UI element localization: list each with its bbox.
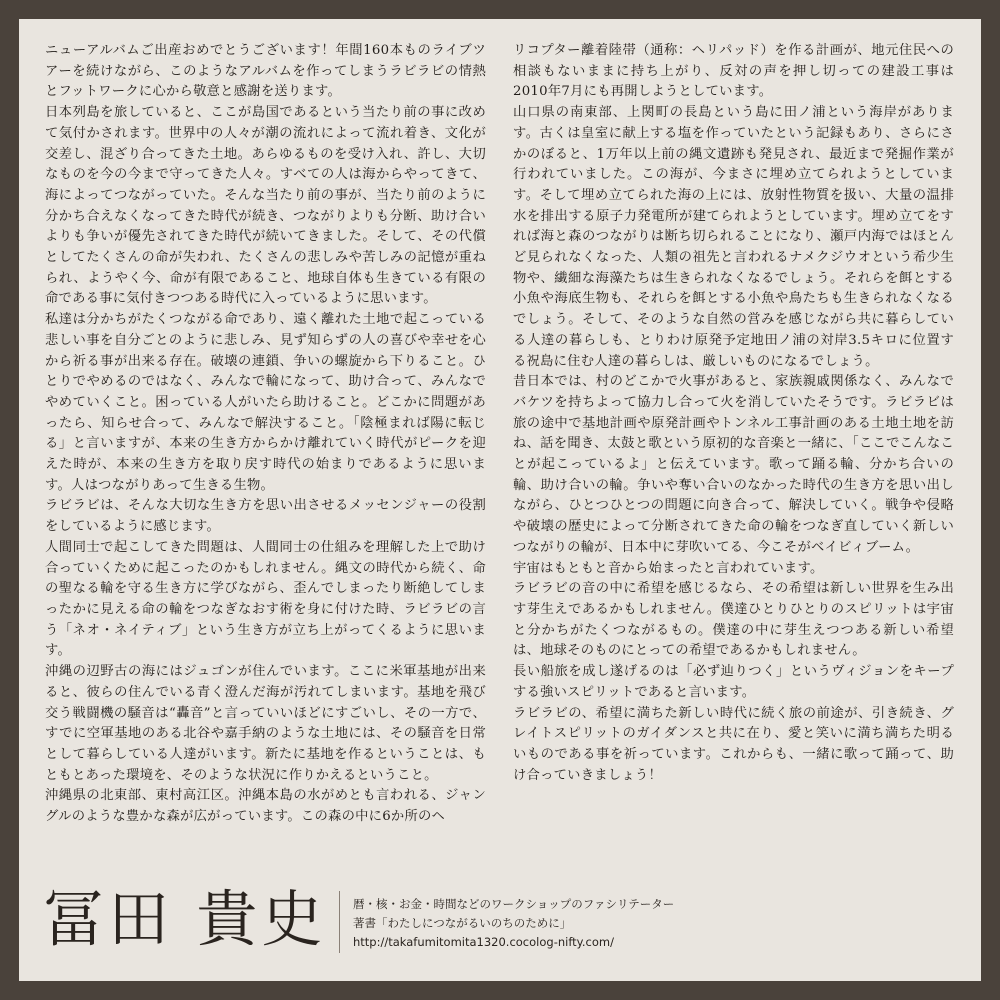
paragraph: 日本列島を旅していると、ここが島国であるという当たり前の事に改めて気付かされます。世界中の人々が潮の流れによって流れ着き、文化が交差し、混ざり合ってきた土地。あらゆるものを受け入れ、許し、大切なものを今の今まで守ってきた人々。すべての人は海からやってきて、海によってつながっていた。そんな当たり前の事が、当たり前のように分かち合えなくなってきた時代が続き、つながりよりも分断、助け合いよりも争いが優先されてきた時代が続いてきました。そして、その代償としてたくさんの命が失われ、たくさんの悲しみや苦しみの記憶が重ねられ、ようやく今、命が有限であること、地球自体も生きている有限の命である事に気付きつつある時代に入っているように思います。	[45, 105, 486, 307]
paragraph: ラビラビの、希望に満ちた新しい時代に続く旅の前途が、引き続き、グレイトスピリットのガイダンスと共に在り、愛と笑いに満ち満ちた明るいものである事を祈っています。これからも、一緒に歌って踊って、助け合っていきましょう！	[513, 705, 954, 783]
paragraph: 昔日本では、村のどこかで火事があると、家族親戚関係なく、みんなでバケツを持ちよって協力し合って火を消していたそうです。ラビラビは旅の途中で基地計画や原発計画やトンネル工事計画のある土地土地を訪ね、話を聞き、太鼓と歌という原初的な音楽と一緒に、「ここでこんなことが起こっているよ」と伝えています。歌って踊る輪、分かち合いの輪、助け合いの輪。争いや奪い合いのなかった時代の生き方を思い出しながら、ひとつひとつの問題に向き合って、解決していく。戦争や侵略や破壊の歴史によって分断されてきた命の輪をつなぎ直していく新しいつながりの輪が、日本中に芽吹いてる、今こそがベイビィブーム。	[513, 374, 954, 555]
paragraph: 宇宙はもともと音から始まったと言われています。	[513, 560, 824, 576]
paragraph: 私達は分かちがたくつながる命であり、遠く離れた土地で起こっている悲しい事を自分ごとのように悲しみ、見ず知らずの人の喜びや幸せを心から祈る事が出来る存在。破壊の連鎖、争いの螺旋から下りること。ひとりでやめるのではなく、みんなで輪になって、助け合って、みんなでやめていくこと。困っている人がいたら助けること。どこかに問題があったら、知らせ合って、みんなで解決すること。「陰極まれば陽に転じる」と言いますが、本来の生き方からかけ離れていく時代がピークを迎えた時が、本来の生き方を取り戻す時代の始まりであるように思います。人はつながりあって生きる生物。	[45, 312, 486, 493]
author-role: 暦・核・お金・時間などのワークショップのファシリテーター	[353, 897, 675, 911]
paragraph: ラビラビの音の中に希望を感じるなら、その希望は新しい世界を生み出す芽生えであるかもしれません。僕達ひとりひとりのスピリットは宇宙と分かちがたくつながるもの。僕達の中に芽生えつつある新しい希望は、地球そのものにとっての希望であるかもしれません。	[513, 581, 954, 659]
paragraph: 沖縄県の北東部、東村高江区。沖縄本島の水がめとも言われる、ジャングルのような豊かな森が広がっています。この森の中に6か所のヘ	[45, 788, 486, 825]
paragraph: ニューアルバムご出産おめでとうございます！年間160本ものライブツアーを続けながら、このようなアルバムを作ってしまうラビラビの情熱とフットワークに心から敬意と感謝を送ります。	[45, 43, 486, 100]
paragraph: 沖縄の辺野古の海にはジュゴンが住んでいます。ここに米軍基地が出来ると、彼らの住んでいる青く澄んだ海が汚れてしまいます。基地を飛び交う戦闘機の騒音は“轟音”と言っていいほどにすごいし、その一方で、すでに空軍基地のある北谷や嘉手納のような土地には、その騒音を日常として暮らしている人達がいます。新たに基地を作るということは、もともとあった環境を、そのような状況に作りかえるということ。	[45, 664, 486, 783]
left-column	[45, 41, 486, 828]
paragraph: リコプター離着陸帯（通称：ヘリパッド）を作る計画が、地元住民への相談もないままに持ち上がり、反対の声を押し切っての建設工事は2010年7月にも再開しようとしています。	[513, 43, 954, 100]
document-page	[19, 19, 981, 981]
right-column	[513, 41, 954, 786]
author-url-link[interactable]: http://takafumitomita1320.cocolog-nifty.com/	[353, 935, 614, 949]
author-book: 著書「わたしにつながるいのちのために」	[353, 916, 572, 930]
paragraph: 山口県の南東部、上関町の長島という島に田ノ浦という海岸があります。古くは皇室に献上する塩を作っていたという記録もあり、さらにさかのぼると、1万年以上前の縄文遺跡も発見され、最近まで発掘作業が行われていました。この海が、今まさに埋め立てられようとしています。そして埋め立てられた海の上には、放射性物質を扱い、大量の温排水を排出する原子力発電所が建てられようとしています。埋め立てをすれば海と森のつながりは断ち切られることになり、瀬戸内海ではほとんど見られなくなった、人類の祖先と言われるナメクジウオという希少生物や、繊細な海藻たちは生きられなくなるでしょう。それらを餌とする小魚や海底生物も、それらを餌とする小魚や鳥たちも生きられなくなるでしょう。そして、そのような自然の営みを感じながら共に暮らしている人達の暮らしも、とりわけ原発予定地田ノ浦の対岸3.5キロに位置する祝島に住む人達の暮らしは、厳しいものになるでしょう。	[513, 105, 954, 369]
paragraph: 長い船旅を成し遂げるのは「必ず辿りつく」というヴィジョンをキープする強いスピリットであると言います。	[513, 664, 954, 700]
paragraph: ラビラビは、そんな大切な生き方を思い出させるメッセンジャーの役割をしているように感じます。	[45, 498, 486, 535]
paragraph: 人間同士で起こしてきた問題は、人間同士の仕組みを理解した上で助け合っていくために起こったのかもしれません。縄文の時代から続く、命の聖なる輪を守る生き方に学びながら、歪んでしまったり断絶してしまったかに見える命の輪をつなぎなおす術を身に付けた時、ラビラビの言う「ネオ・ネイティブ」という生き方が立ち上がってくるように思います。	[45, 539, 486, 659]
footer-divider	[339, 891, 340, 953]
author-name: 冨田 貴史	[43, 884, 327, 955]
author-info	[353, 895, 674, 952]
